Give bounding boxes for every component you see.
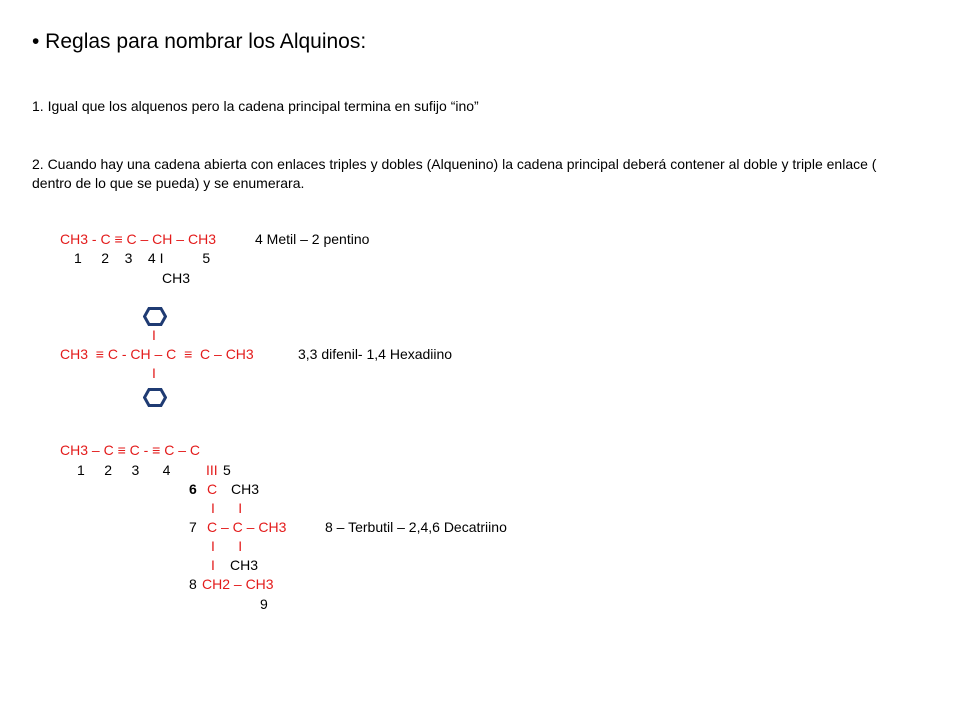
ex2-bond-bottom: I <box>152 365 156 381</box>
ex3-c6-ch3: CH3 <box>231 481 260 497</box>
ex3-c7-formula: C – C – CH3 <box>207 519 287 535</box>
ex3-numbers: 1 2 3 4 <box>77 462 171 478</box>
ex3-lower-ch3: CH3 <box>230 557 259 573</box>
ex3-num-9: 9 <box>260 596 268 612</box>
ex3-num-7: 7 <box>189 519 197 535</box>
ex3-num-8: 8 <box>189 576 197 592</box>
ex1-name: 4 Metil – 2 pentino <box>255 231 370 247</box>
ex3-triple-bond: III <box>206 462 218 478</box>
ex2-name: 3,3 difenil- 1,4 Hexadiino <box>298 346 453 362</box>
page-title: • Reglas para nombrar los Alquinos: <box>32 30 367 53</box>
ex3-bonds-1: I I <box>211 500 243 516</box>
ex1-branch: CH3 <box>162 270 191 286</box>
ex3-num-5: 5 <box>223 462 231 478</box>
ex2-formula: CH3 ≡ C - CH – C ≡ C – CH3 <box>60 346 254 362</box>
ex2-bond-top: I <box>152 327 156 343</box>
ex3-name: 8 – Terbutil – 2,4,6 Decatriino <box>325 519 507 535</box>
rule-1: 1. Igual que los alquenos pero la cadena principal termina en sufijo “ino” <box>32 98 479 114</box>
ex3-num-6: 6 <box>189 481 197 497</box>
ex3-formula: CH3 – C ≡ C - ≡ C – C <box>60 442 201 458</box>
phenyl-ring-top-icon <box>143 307 167 326</box>
ex1-formula: CH3 - C ≡ C – CH – CH3 <box>60 231 216 247</box>
ex3-c6: C <box>207 481 218 497</box>
ex3-bond-3: I <box>211 557 215 573</box>
rule-2: 2. Cuando hay una cadena abierta con enlaces triples y dobles (Alquenino) la cadena principal deberá contener al doble y triple enlace ( dentro de lo que se pueda) y se enumerara. <box>32 156 877 191</box>
ex1-numbers: 1 2 3 4 I 5 <box>74 250 211 266</box>
phenyl-ring-bottom-icon <box>143 388 167 407</box>
ex3-ethyl: CH2 – CH3 <box>202 576 274 592</box>
ex3-bonds-2: I I <box>211 538 243 554</box>
